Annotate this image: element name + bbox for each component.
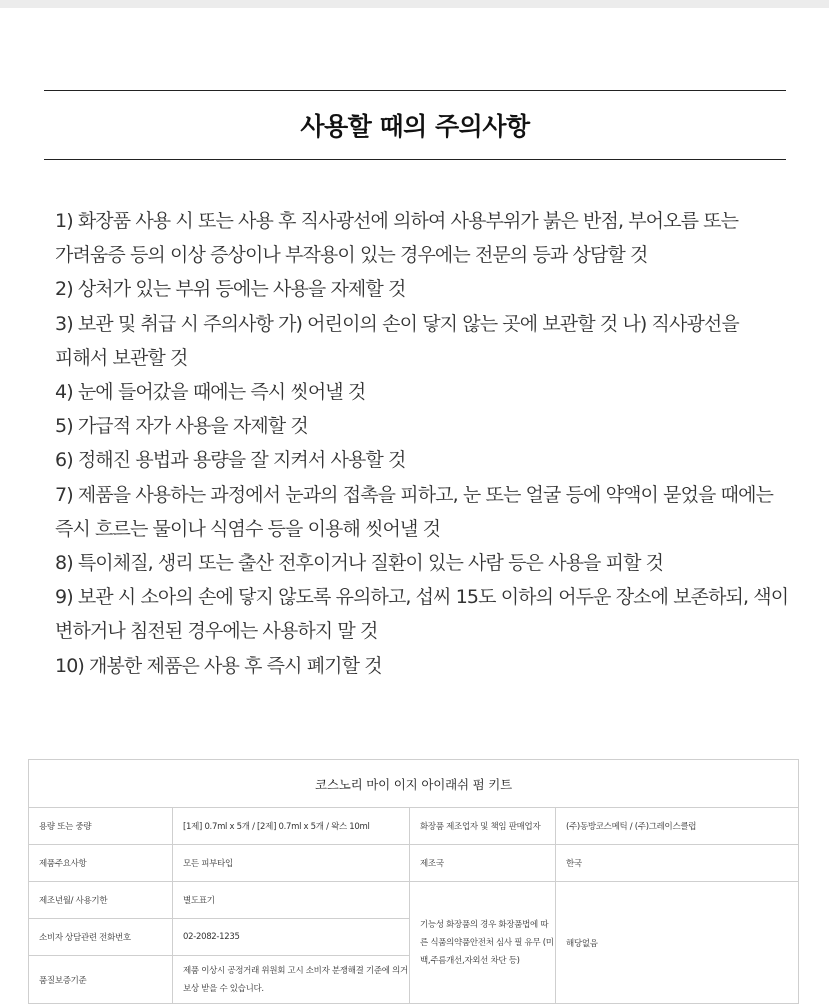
phone-label: 소비자 상담관련 전화번호 [29,919,173,956]
caution-item: 2) 상처가 있는 부위 등에는 사용을 자제할 것 [55,278,406,301]
table-row [29,760,799,808]
table-row [29,808,799,845]
functional-label: 기능성 화장품의 경우 화장품법에 따른 식품의약품안전처 심사 필 유무 (미백,주름개선,자외선 차단 등) [410,882,556,1004]
quality-value: 제품 이상시 공정거래 위원회 고시 소비자 분쟁해결 기준에 의거 보상 받을 수 있습니다. [173,956,410,1004]
caution-item: 6) 정해진 용법과 용량을 잘 지켜서 사용할 것 [55,449,406,472]
spec-value: 모든 피부타입 [173,845,410,882]
caution-list [55,204,795,683]
volume-value: [1제] 0.7ml x 5개 / [2제] 0.7ml x 5개 / 왁스 10ml [173,808,410,845]
date-value: 별도표기 [173,882,410,919]
table-row [29,845,799,882]
country-label: 제조국 [410,845,556,882]
date-label: 제조년월/ 사용기한 [29,882,173,919]
caution-item: 10) 개봉한 제품은 사용 후 즉시 폐기할 것 [55,654,382,677]
volume-label: 용량 또는 중량 [29,808,173,845]
caution-item: 9) 보관 시 소아의 손에 닿지 않도록 유의하고, 섭씨 15도 이하의 어두운 장소에 보존하되, 색이 변하거나 침전된 경우에는 사용하지 말 것 [55,586,789,643]
caution-item: 4) 눈에 들어갔을 때에는 즉시 씻어낼 것 [55,381,366,404]
manufacturer-value: (주)동방코스메틱 / (주)그레이스클럽 [556,808,799,845]
spec-label: 제품주요사항 [29,845,173,882]
country-value: 한국 [556,845,799,882]
caution-item: 1) 화장품 사용 시 또는 사용 후 직사광선에 의하여 사용부위가 붉은 반점, 부어오름 또는 가려움증 등의 이상 증상이나 부작용이 있는 경우에는 전문의 등과 상담할 것 [55,210,739,267]
phone-value: 02-2082-1235 [173,919,410,956]
top-gray-bar [0,0,829,8]
caution-item: 7) 제품을 사용하는 과정에서 눈과의 접촉을 피하고, 눈 또는 얼굴 등에 약액이 묻었을 때에는 즉시 흐르는 물이나 식염수 등을 이용해 씻어낼 것 [55,483,774,540]
quality-label: 품질보증기준 [29,956,173,1004]
functional-value: 해당없음 [556,882,799,1004]
manufacturer-label: 화장품 제조업자 및 책임 판매업자 [410,808,556,845]
caution-item: 8) 특이체질, 생리 또는 출산 전후이거나 질환이 있는 사람 등은 사용을 피할 것 [55,552,664,575]
product-info-table [28,759,799,1004]
title-bottom-rule [44,159,786,160]
product-name: 코스노리 마이 이지 아이래쉬 펌 키트 [29,760,799,808]
caution-item: 5) 가급적 자가 사용을 자제할 것 [55,415,308,438]
section-title: 사용할 때의 주의사항 [300,111,530,141]
table-row [29,882,799,919]
caution-item: 3) 보관 및 취급 시 주의사항 가) 어린이의 손이 닿지 않는 곳에 보관할 것 나) 직사광선을 피해서 보관할 것 [55,312,739,369]
